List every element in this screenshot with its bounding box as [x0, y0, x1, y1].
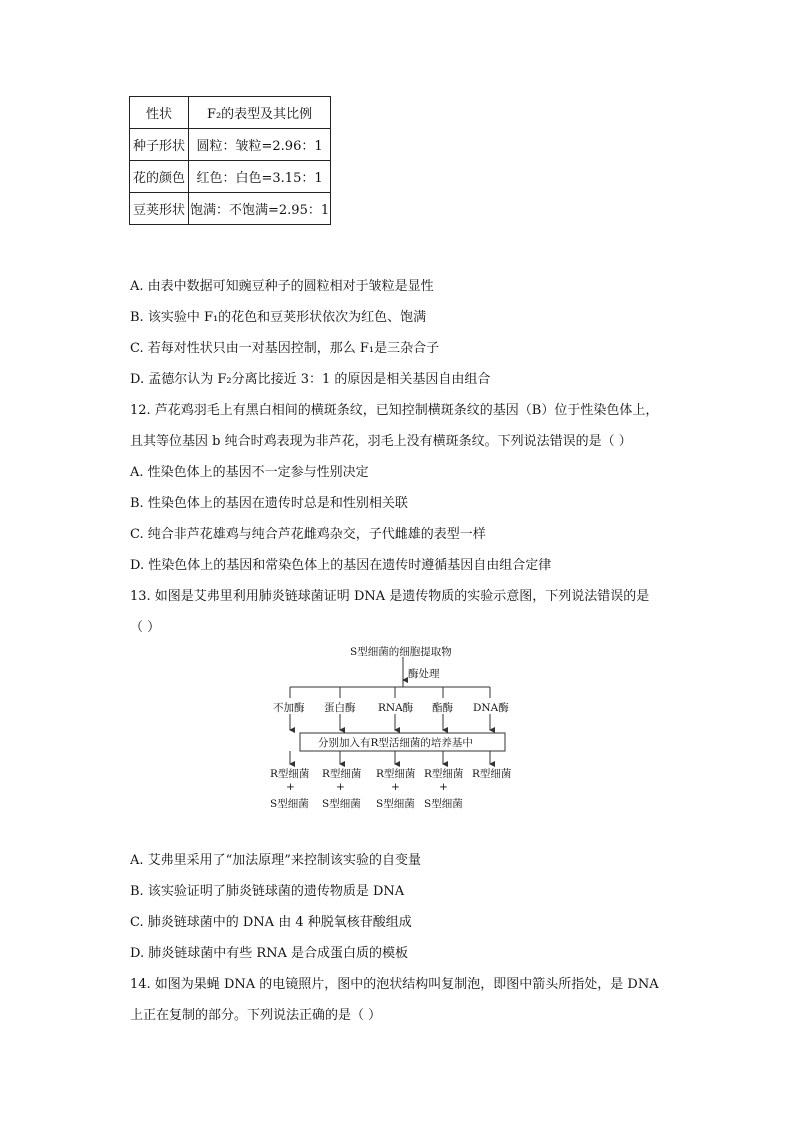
ratio-table	[129, 96, 331, 225]
diagram-step-label: 酶处理	[408, 668, 440, 680]
table-header-cell: F₂的表型及其比例	[189, 97, 331, 129]
q13-stem-line1: 13. 如图是艾弗里利用肺炎链球菌证明 DNA 是遗传物质的实验示意图，下列说法错误的是	[130, 589, 650, 604]
diagram-plus: +	[336, 781, 345, 793]
diagram-plus: +	[391, 781, 400, 793]
table-cell: 圆粒：皱粒=2.96：1	[189, 129, 331, 161]
diagram-enzyme: DNA酶	[473, 702, 509, 714]
q14-stem-line1: 14. 如图为果蝇 DNA 的电镜照片，图中的泡状结构叫复制泡，即图中箭头所指处，是 DNA	[130, 977, 659, 992]
q13-option-a: A. 艾弗里采用了“加法原理”来控制该实验的自变量	[130, 853, 421, 868]
diagram-top-label: S型细菌的细胞提取物	[350, 646, 452, 658]
table-cell: 种子形状	[130, 129, 189, 161]
diagram-result-r: R型细菌	[424, 768, 464, 780]
diagram-enzyme: 蛋白酶	[324, 702, 356, 714]
diagram-lines	[270, 640, 530, 815]
table-row	[130, 129, 331, 161]
q12-option-a: A. 性染色体上的基因不一定参与性别决定	[130, 465, 369, 480]
q12-stem-line2: 且其等位基因 b 纯合时鸡表现为非芦花，羽毛上没有横斑条纹。下列说法错误的是（ ）	[130, 434, 632, 449]
q14-stem-line2: 上正在复制的部分。下列说法正确的是（ ）	[130, 1008, 382, 1023]
q12-stem-line1: 12. 芦花鸡羽毛上有黑白相间的横斑条纹，已知控制横斑条纹的基因（B）位于性染色体上，	[130, 403, 659, 418]
diagram-result-r: R型细菌	[322, 768, 362, 780]
diagram-result-s: S型细菌	[424, 798, 463, 810]
diagram-enzyme: 酯酶	[432, 702, 453, 714]
q12-option-d: D. 性染色体上的基因和常染色体上的基因在遗传时遵循基因自由组合定律	[130, 558, 552, 573]
diagram-result-r: R型细菌	[472, 768, 512, 780]
q12-option-b: B. 性染色体上的基因在遗传时总是和性别相关联	[130, 496, 408, 511]
q11-option-c: C. 若每对性状只由一对基因控制，那么 F₁是三杂合子	[130, 341, 440, 356]
table-cell: 饱满：不饱满=2.95：1	[189, 193, 331, 225]
diagram-box-label: 分别加入有R型活细菌的培养基中	[318, 737, 473, 749]
q13-option-b: B. 该实验证明了肺炎链球菌的遗传物质是 DNA	[130, 884, 405, 899]
q13-stem-line2: （ ）	[130, 620, 161, 635]
table-cell: 花的颜色	[130, 161, 189, 193]
q13-option-d: D. 肺炎链球菌中有些 RNA 是合成蛋白质的模板	[130, 946, 409, 961]
diagram-result-s: S型细菌	[270, 798, 309, 810]
diagram-plus: +	[286, 781, 295, 793]
q11-option-b: B. 该实验中 F₁的花色和豆荚形状依次为红色、饱满	[130, 310, 427, 325]
experiment-diagram	[270, 640, 530, 815]
diagram-result-s: S型细菌	[322, 798, 361, 810]
table-row	[130, 161, 331, 193]
q12-option-c: C. 纯合非芦花雄鸡与纯合芦花雌鸡杂交，子代雌雄的表型一样	[130, 527, 486, 542]
table-row	[130, 193, 331, 225]
q13-option-c: C. 肺炎链球菌中的 DNA 由 4 种脱氧核苷酸组成	[130, 915, 412, 930]
diagram-plus: +	[439, 781, 448, 793]
q11-option-a: A. 由表中数据可知豌豆种子的圆粒相对于皱粒是显性	[130, 279, 434, 294]
diagram-result-r: R型细菌	[376, 768, 416, 780]
q11-option-d: D. 孟德尔认为 F₂分离比接近 3：1 的原因是相关基因自由组合	[130, 372, 491, 387]
diagram-enzyme: RNA酶	[378, 702, 414, 714]
table-header-row	[130, 97, 331, 129]
table-header-cell: 性状	[130, 97, 189, 129]
table-cell: 红色：白色=3.15：1	[189, 161, 331, 193]
diagram-result-r: R型细菌	[270, 768, 310, 780]
table-cell: 豆荚形状	[130, 193, 189, 225]
diagram-result-s: S型细菌	[376, 798, 415, 810]
diagram-enzyme: 不加酶	[273, 702, 305, 714]
